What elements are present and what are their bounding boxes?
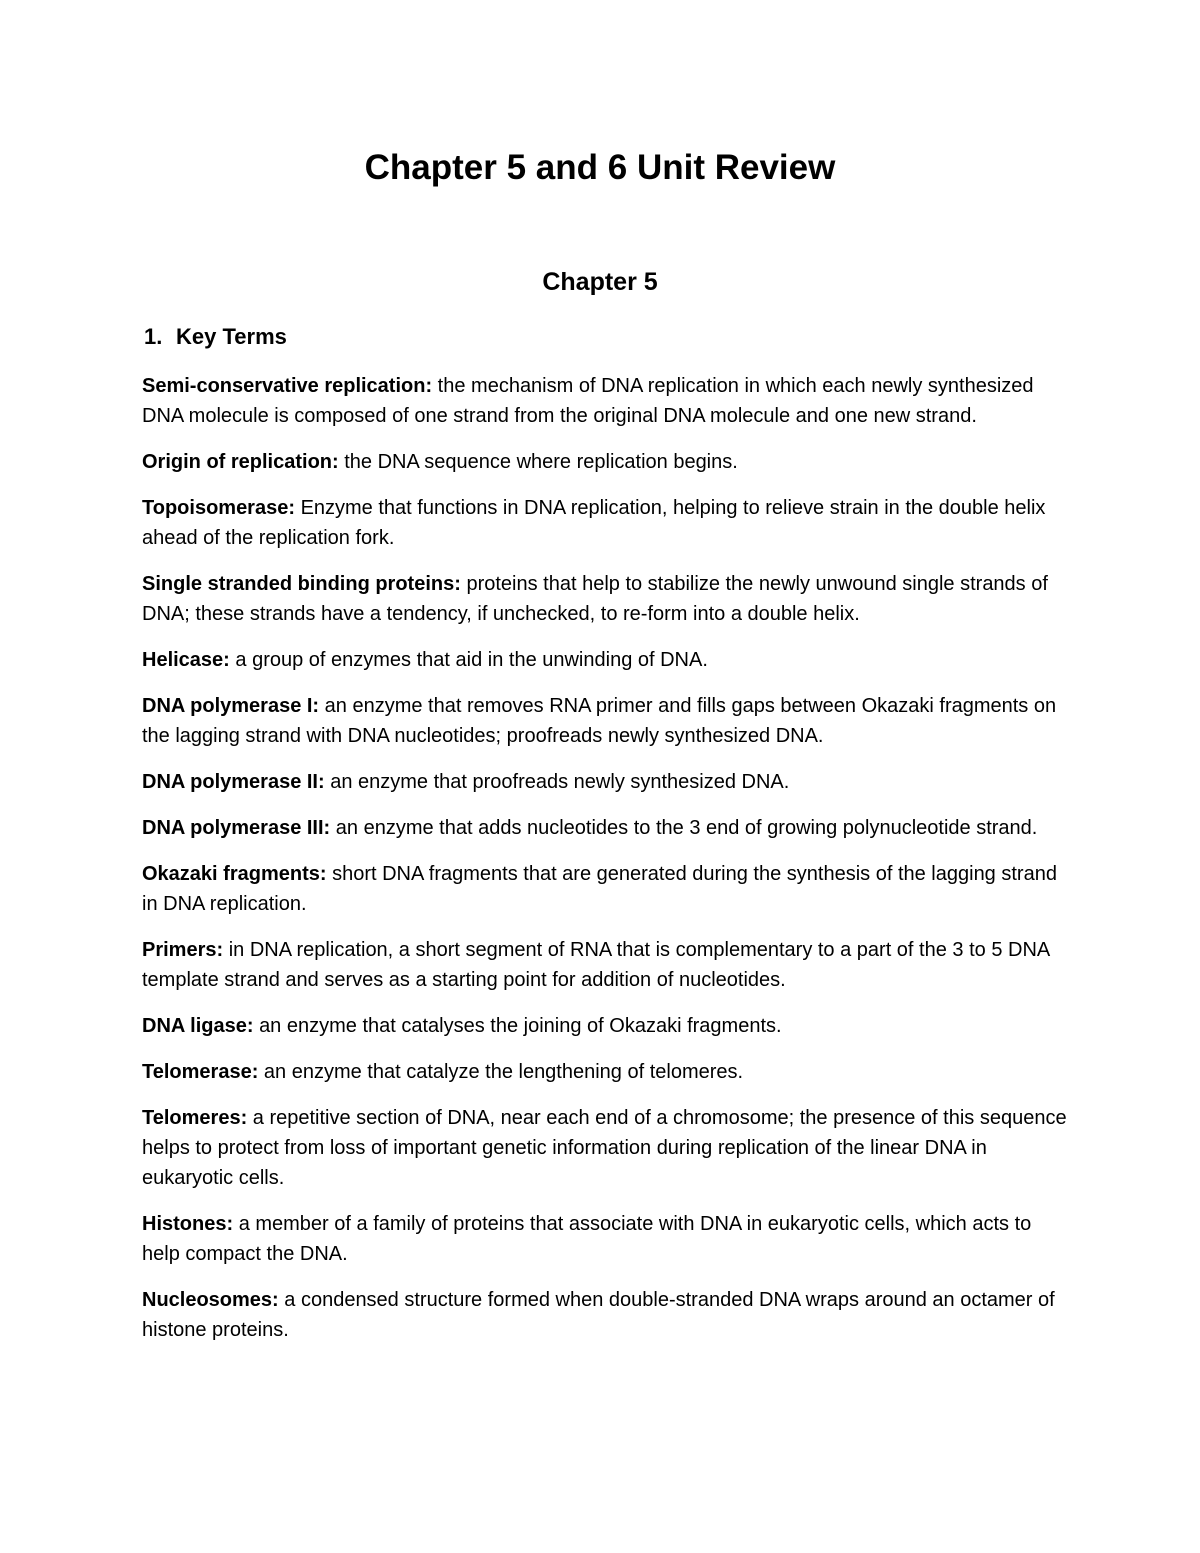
chapter-heading: Chapter 5 [542, 268, 658, 296]
key-term-name: DNA ligase: [142, 1015, 260, 1037]
section-number: 1. [144, 324, 163, 349]
key-term-definition: an enzyme that adds nucleotides to the 3 end of growing polynucleotide strand. [335, 817, 1038, 839]
key-term-item [142, 1057, 1072, 1087]
key-term-definition: a repetitive section of DNA, near each end of a chromosome; the presence of this sequence helps to protect from loss of important genetic information during replication of the linear DNA in eukaryotic cells. [142, 1107, 1067, 1189]
key-term-item [142, 767, 1072, 797]
key-term-definition: an enzyme that removes RNA primer and fills gaps between Okazaki fragments on the lagging strand with DNA nucleotides; proofreads newly synthesized DNA. [142, 695, 1057, 747]
key-term-item [142, 1011, 1072, 1041]
key-term-definition: an enzyme that proofreads newly synthesized DNA. [330, 771, 790, 793]
key-term-item [142, 691, 1072, 751]
key-term-item [142, 1209, 1072, 1269]
key-term-name: DNA polymerase III: [142, 817, 336, 839]
key-term-definition: an enzyme that catalyze the lengthening of telomeres. [263, 1061, 744, 1083]
key-term-definition: a condensed structure formed when double-stranded DNA wraps around an octamer of histone proteins. [142, 1289, 1055, 1341]
key-term-item [142, 493, 1072, 553]
key-term-item [142, 813, 1072, 843]
key-term-item [142, 371, 1072, 431]
key-term-definition: short DNA fragments that are generated during the synthesis of the lagging strand in DNA replication. [142, 863, 1057, 915]
section-heading-label: Key Terms [176, 324, 287, 349]
key-term-definition: proteins that help to stabilize the newly unwound single strands of DNA; these strands have a tendency, if unchecked, to re-form into a double helix. [142, 573, 1048, 625]
key-term-name: DNA polymerase II: [142, 771, 331, 793]
key-term-name: Telomeres: [142, 1107, 253, 1129]
key-term-name: Semi-conservative replication: [142, 375, 438, 397]
key-term-definition: a group of enzymes that aid in the unwinding of DNA. [235, 649, 708, 671]
key-term-name: Nucleosomes: [142, 1289, 285, 1311]
key-term-item [142, 1103, 1072, 1193]
key-term-item [142, 935, 1072, 995]
document-title: Chapter 5 and 6 Unit Review [364, 148, 836, 187]
key-term-item [142, 447, 1072, 477]
key-term-name: Topoisomerase: [142, 497, 301, 519]
key-term-name: Single stranded binding proteins: [142, 573, 467, 595]
key-term-name: DNA polymerase I: [142, 695, 325, 717]
section-heading [144, 322, 287, 352]
key-term-definition: Enzyme that functions in DNA replication, helping to relieve strain in the double helix ahead of the replication fork. [142, 497, 1046, 549]
key-term-name: Histones: [142, 1213, 239, 1235]
key-term-name: Helicase: [142, 649, 236, 671]
key-term-item [142, 569, 1072, 629]
key-term-definition: the DNA sequence where replication begins. [344, 451, 738, 473]
key-term-definition: an enzyme that catalyses the joining of Okazaki fragments. [259, 1015, 782, 1037]
key-term-definition: a member of a family of proteins that associate with DNA in eukaryotic cells, which acts to help compact the DNA. [142, 1213, 1032, 1265]
key-term-name: Telomerase: [142, 1061, 264, 1083]
key-term-name: Origin of replication: [142, 451, 345, 473]
key-terms-list [142, 371, 1072, 1361]
key-term-item [142, 645, 1072, 675]
key-term-name: Okazaki fragments: [142, 863, 333, 885]
key-term-item [142, 1285, 1072, 1345]
key-term-definition: the mechanism of DNA replication in which each newly synthesized DNA molecule is composed of one strand from the original DNA molecule and one new strand. [142, 375, 1034, 427]
key-term-definition: in DNA replication, a short segment of RNA that is complementary to a part of the 3 to 5 DNA template strand and serves as a starting point for addition of nucleotides. [142, 939, 1050, 991]
key-term-name: Primers: [142, 939, 229, 961]
key-term-item [142, 859, 1072, 919]
